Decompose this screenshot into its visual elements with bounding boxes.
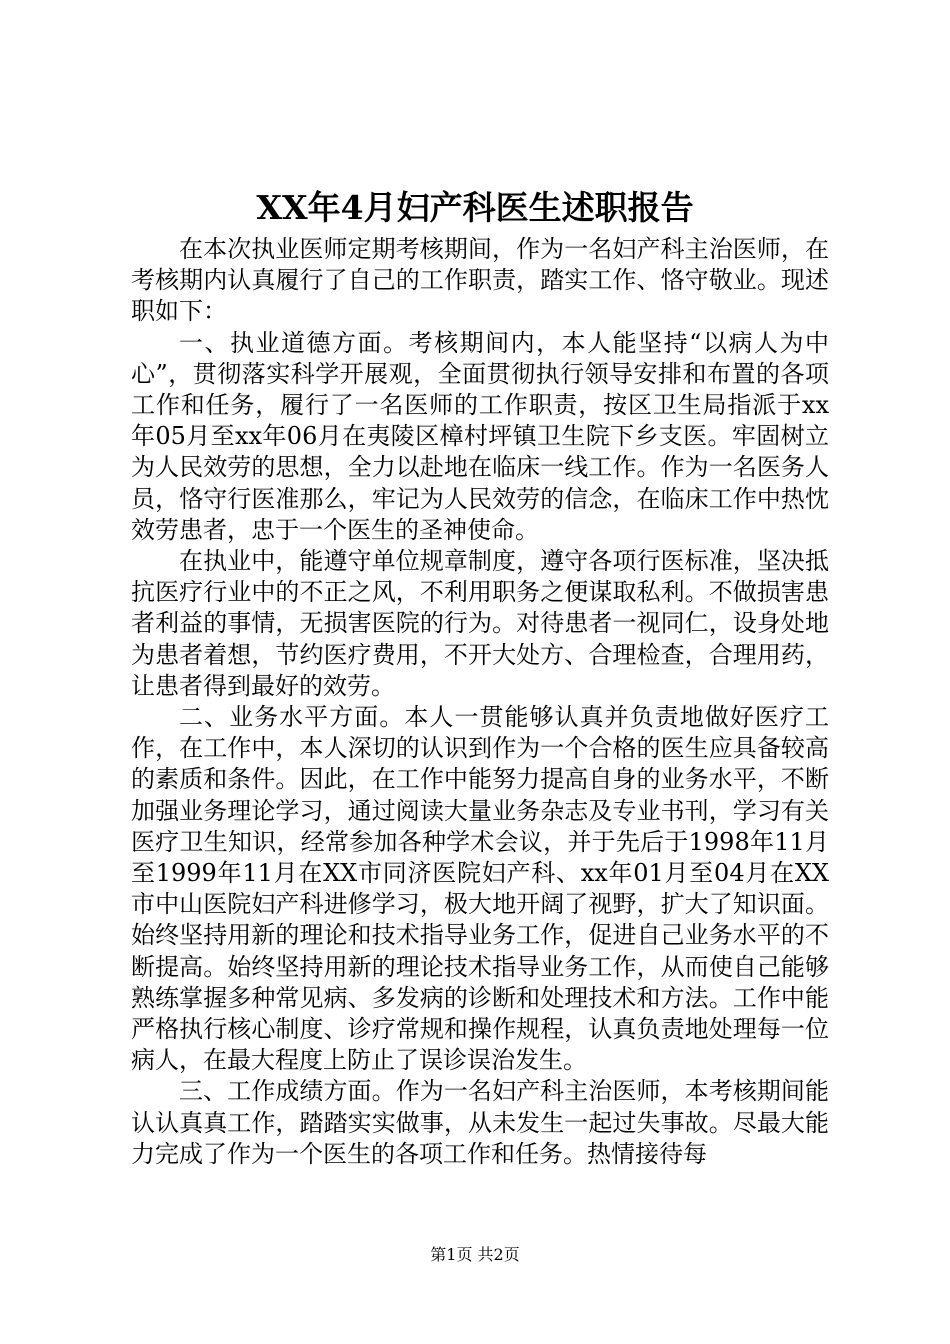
paragraph-ethics: 一、执业道德方面。考核期间内，本人能坚持“以病人为中心”，贯彻落实科学开展观，全面贯彻执行领导安排和布置的各项工作和任务，履行了一名医师的工作职责，按区卫生局指派于xx年05月至xx年06月在夷陵区樟村坪镇卫生院下乡支医。牢固树立为人民效劳的思想，全力以赴地在临床一线工作。作为一名医务人员，恪守行医准那么，牢记为人民效劳的信念，在临床工作中热忱效劳患者，忠于一个医生的圣神使命。 [131,328,829,544]
paragraph-practice: 在执业中，能遵守单位规章制度，遵守各项行医标准，坚决抵抗医疗行业中的不正之风，不利用职务之便谋取私利。不做损害患者利益的事情，无损害医院的行为。对待患者一视同仁，设身处地为患者着想，节约医疗费用，不开大处方、合理检查，合理用药，让患者得到最好的效劳。 [131,547,829,700]
paragraph-intro: 在本次执业医师定期考核期间，作为一名妇产科主治医师，在考核期内认真履行了自己的工作职责，踏实工作、恪守敬业。现述职如下： [131,235,829,326]
paragraph-professional-level: 二、业务水平方面。本人一贯能够认真并负责地做好医疗工作，在工作中，本人深切的认识到作为一个合格的医生应具备较高的素质和条件。因此，在工作中能努力提高自身的业务水平，不断加强业务理论学习，通过阅读大量业务杂志及专业书刊，学习有关医疗卫生知识，经常参加各种学术会议，并于先后于1998年11月至1999年11月在XX市同济医院妇产科、xx年01月至04月在XX市中山医院妇产科进修学习，极大地开阔了视野，扩大了知识面。始终坚持用新的理论和技术指导业务工作，促进自己业务水平的不断提高。始终坚持用新的理论技术指导业务工作，从而使自己能够熟练掌握多种常见病、多发病的诊断和处理技术和方法。工作中能严格执行核心制度、诊疗常规和操作规程，认真负责地处理每一位病人，在最大程度上防止了误诊误治发生。 [131,703,829,1075]
page-footer: 第1页 共2页 [430,1245,520,1264]
document-body [131,234,829,1170]
document-title: XX年4月妇产科医生述职报告 [256,188,694,227]
paragraph-achievements: 三、工作成绩方面。作为一名妇产科主治医师，本考核期间能认认真真工作，踏踏实实做事，从未发生一起过失事故。尽最大能力完成了作为一个医生的各项工作和任务。热情接待每 [131,1077,829,1168]
